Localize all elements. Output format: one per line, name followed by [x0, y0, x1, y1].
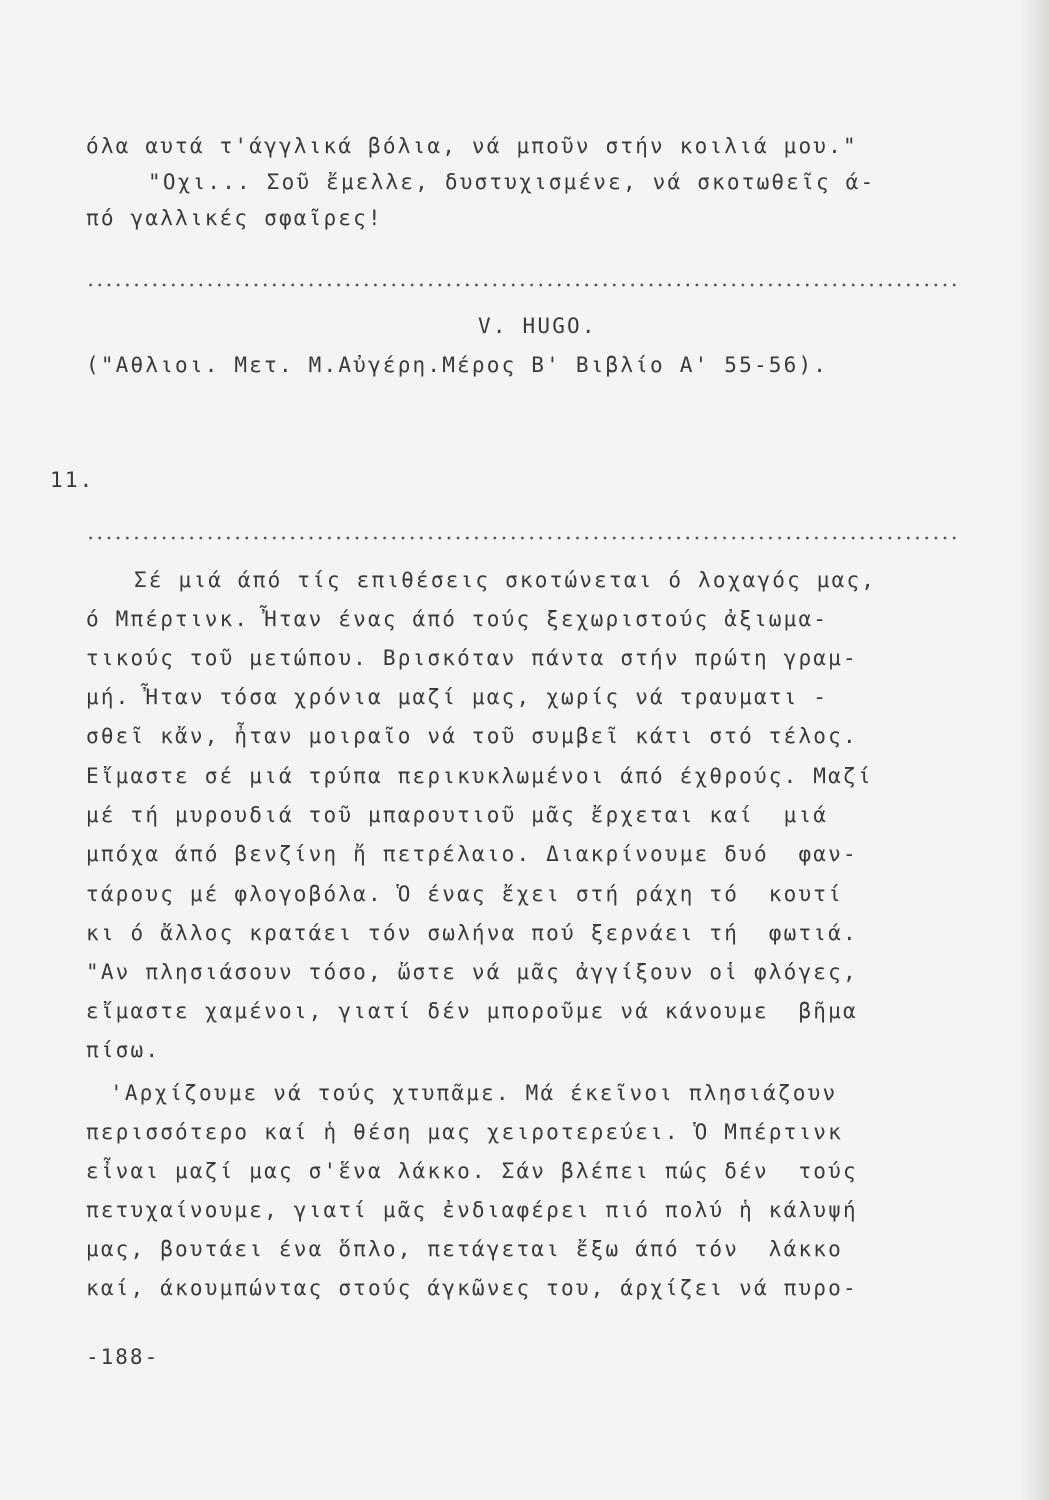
- text-line: "Αν πλησιάσουν τόσο, ὥστε νά μᾶς ἀγγίξουν οἱ φλόγες,: [86, 960, 858, 984]
- text-line: εἴμαστε χαμένοι, γιατί δέν μποροῦμε νά κάνουμε βῆμα: [86, 999, 858, 1023]
- text-line: ό Μπέρτινκ. Ἦταν ένας άπό τούς ξεχωριστούς ἀξιωμα-: [86, 607, 829, 631]
- text-line: τικούς τοῦ μετώπου. Βρισκόταν πάντα στήν πρώτη γραμ-: [86, 646, 858, 670]
- page-edge-shadow: [1019, 0, 1049, 1500]
- section-number: 11.: [50, 468, 95, 492]
- text-line: Εἴμαστε σέ μιά τρύπα περικυκλωμένοι άπό έχθρούς. Μαζί: [86, 764, 873, 788]
- dotted-separator: [86, 535, 956, 541]
- text-line: μπόχα άπό βενζίνη ἤ πετρέλαιο. Διακρίνουμε δυό φαν-: [86, 842, 858, 866]
- text-line: πετυχαίνουμε, γιατί μᾶς ἐνδιαφέρει πιό πολύ ἡ κάλυψή: [86, 1198, 858, 1222]
- text-line: μέ τή μυρουδιά τοῦ μπαρουτιοῦ μᾶς ἔρχεται καί μιά: [86, 803, 829, 827]
- text-line: μή. Ἦταν τόσα χρόνια μαζί μας, χωρίς νά τραυματι -: [86, 685, 829, 709]
- source-citation: ("Αθλιοι. Μετ. Μ.Αὐγέρη.Μέρος Β' Βιβλίο Α' 55-56).: [86, 353, 829, 377]
- text-line: σθεῖ κἄν, ἦταν μοιραῖο νά τοῦ συμβεῖ κάτι στό τέλος.: [86, 724, 858, 748]
- text-line: όλα αυτά τ'άγγλικά βόλια, νά μποῦν στήν κοιλιά μου.": [86, 134, 858, 158]
- text-line: κι ό ἄλλος κρατάει τόν σωλήνα πού ξερνάει τή φωτιά.: [86, 921, 858, 945]
- page-number: -188-: [86, 1345, 160, 1369]
- text-line: 'Αρχίζουμε νά τούς χτυπᾶμε. Μά έκεῖνοι πλησιάζουν: [110, 1081, 838, 1105]
- text-line: Σέ μιά άπό τίς επιθέσεις σκοτώνεται ό λοχαγός μας,: [134, 568, 877, 592]
- text-line: καί, άκουμπώντας στούς άγκῶνες του, άρχίζει νά πυρο-: [86, 1276, 858, 1300]
- text-line: πό γαλλικές σφαῖρες!: [86, 206, 383, 230]
- text-line: εἶναι μαζί μας σ'ἕνα λάκκο. Σάν βλέπει πώς δέν τούς: [86, 1159, 858, 1183]
- text-line: "Οχι... Σοῦ ἔμελλε, δυστυχισμένε, νά σκοτωθεῖς ά-: [148, 170, 876, 194]
- text-line: τάρους μέ φλογοβόλα. Ὁ ένας ἔχει στή ράχη τό κουτί: [86, 882, 843, 906]
- text-line: μας, βουτάει ένα ὅπλο, πετάγεται ἔξω άπό τόν λάκκο: [86, 1237, 843, 1261]
- text-line: πίσω.: [86, 1038, 161, 1062]
- dotted-separator: [86, 282, 956, 288]
- text-line: περισσότερο καί ἡ θέση μας χειροτερεύει. Ὁ Μπέρτινκ: [86, 1120, 843, 1144]
- author-name: V. HUGO.: [478, 314, 597, 338]
